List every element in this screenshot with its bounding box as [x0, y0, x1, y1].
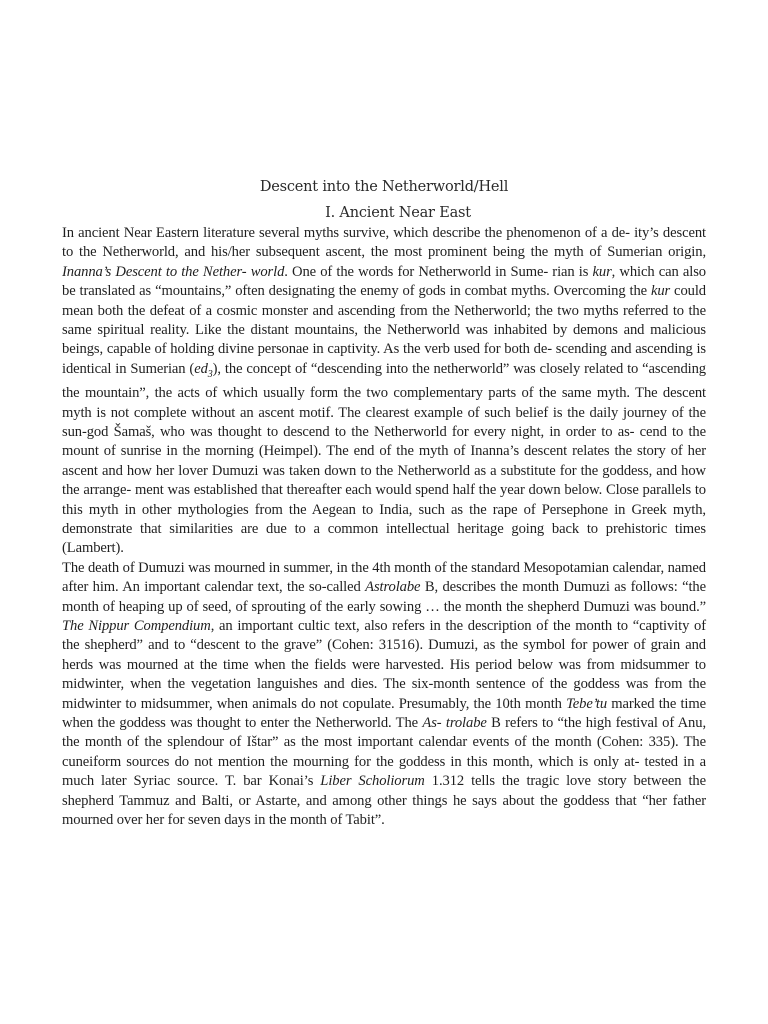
paragraph-1	[62, 224, 706, 559]
paragraph-1-text: In ancient Near Eastern literature several myths survive, which describe the phenomenon of a de- ity’s descent to the Netherworld, and his/her subsequent ascent, the most prominent being the myth of Sumerian origin,	[62, 225, 706, 261]
paragraph-2-text: , an important cultic text, also refers in the description of the month to “captivity of the shepherd” and to “descent to the grave” (Cohen: 31516). Dumuzi, as the symbol for power of grain and herds was mourned at the time when the fields were harvested. His period below was from midsummer to midwinter, when the vegetation languishes and dies. The six-month sentence of the goddess was from the midwinter to midsummer, when animals do not copulate. Presumably, the 10th month	[62, 618, 706, 712]
italic-term-ed-text: ed	[194, 360, 208, 377]
paragraph-1-text: could mean both the defeat of a cosmic monster and ascending from the Netherworld; the two myths referred to the same spiritual reality. Like the distant mountains, the Netherworld was inhabited by demons and malicious beings, capable of holding divine personae in captivity. As the verb used for both de- scending and ascending is identical in Sumerian (	[62, 283, 706, 377]
paragraph-2-text: B, describes the month Dumuzi as follows: “the month of heaping up of seed, of sprouting of the early sowing … the month the shepherd Dumuzi was bound.”	[62, 579, 706, 615]
section-heading: I. Ancient Near East	[325, 205, 471, 221]
italic-term-kur: kur	[650, 283, 671, 300]
italic-term-ed	[194, 360, 213, 380]
paragraph-1-text: ), the concept of “descending into the netherworld” was closely related to “ascending the mountain”, the acts of which usually form the two complementary parts of the same myth. The descent myth is not complete without an ascent motif. The clearest example of such belief is the daily journey of the sun-god Šamaš, who was thought to descend to the Netherworld for every night, in order to as- cend to the mount of sunrise in the morning (Heimpel). The end of the myth of Inanna’s descent relates the story of her ascent and how her lover Dumuzi was taken down to the Netherworld as a substitute for the goddess, and how the arrange- ment was established that thereafter each would spend half the year down below. Close parallels to this myth in other mythologies from the Aegean to India, such as the rape of Persephone in Greek myth, demonstrate that similarities are due to a common intellectual heritage going back to prehistoric times (Lambert).	[62, 360, 706, 557]
paragraph-2-text: B refers to “the high festival of Anu, the month of the splendour of Ištar” as the most important calendar events of the month (Cohen: 335). The cuneiform sources do not mention the mourning for the goddess in this month, which is only at- tested in a much later Syriac source. T. bar Konai’s	[62, 715, 706, 790]
subscript: 3	[207, 368, 213, 380]
italic-title-astrolabe: As- trolabe	[422, 715, 487, 732]
document-title: Descent into the Netherworld/Hell	[259, 179, 509, 195]
paragraph-2-text: 1.312 tells the tragic love story between the shepherd Tammuz and Balti, or Astarte, and among other things he says about the goddess that “her father mourned over her for seven days in the month of Tabit”.	[62, 773, 706, 829]
paragraph-1-text: . One of the words for Netherworld in Sume- rian is	[284, 263, 593, 280]
paragraph-2-text: marked the time when the goddess was thought to enter the Netherworld. The	[62, 695, 706, 732]
italic-term-kur: kur	[592, 263, 612, 280]
paragraph-2-text: The death of Dumuzi was mourned in summer, in the 4th month of the standard Mesopotamian calendar, named after him. An important calendar text, the so-called	[62, 559, 706, 596]
paragraph-2	[62, 559, 706, 831]
italic-title-nippur-compendium: The Nippur Compendium	[62, 618, 211, 635]
italic-title-inanna: Inanna’s Descent to the Nether- world	[62, 263, 285, 280]
italic-title-astrolabe: Astrolabe	[365, 579, 421, 596]
paragraph-1-text: , which can also be translated as “mountains,” often designating the enemy of gods in combat myths. Overcoming the	[62, 263, 707, 300]
italic-term-tebetu: Tebe’tu	[566, 695, 608, 712]
italic-title-liber-scholiorum: Liber Scholiorum	[320, 773, 425, 790]
